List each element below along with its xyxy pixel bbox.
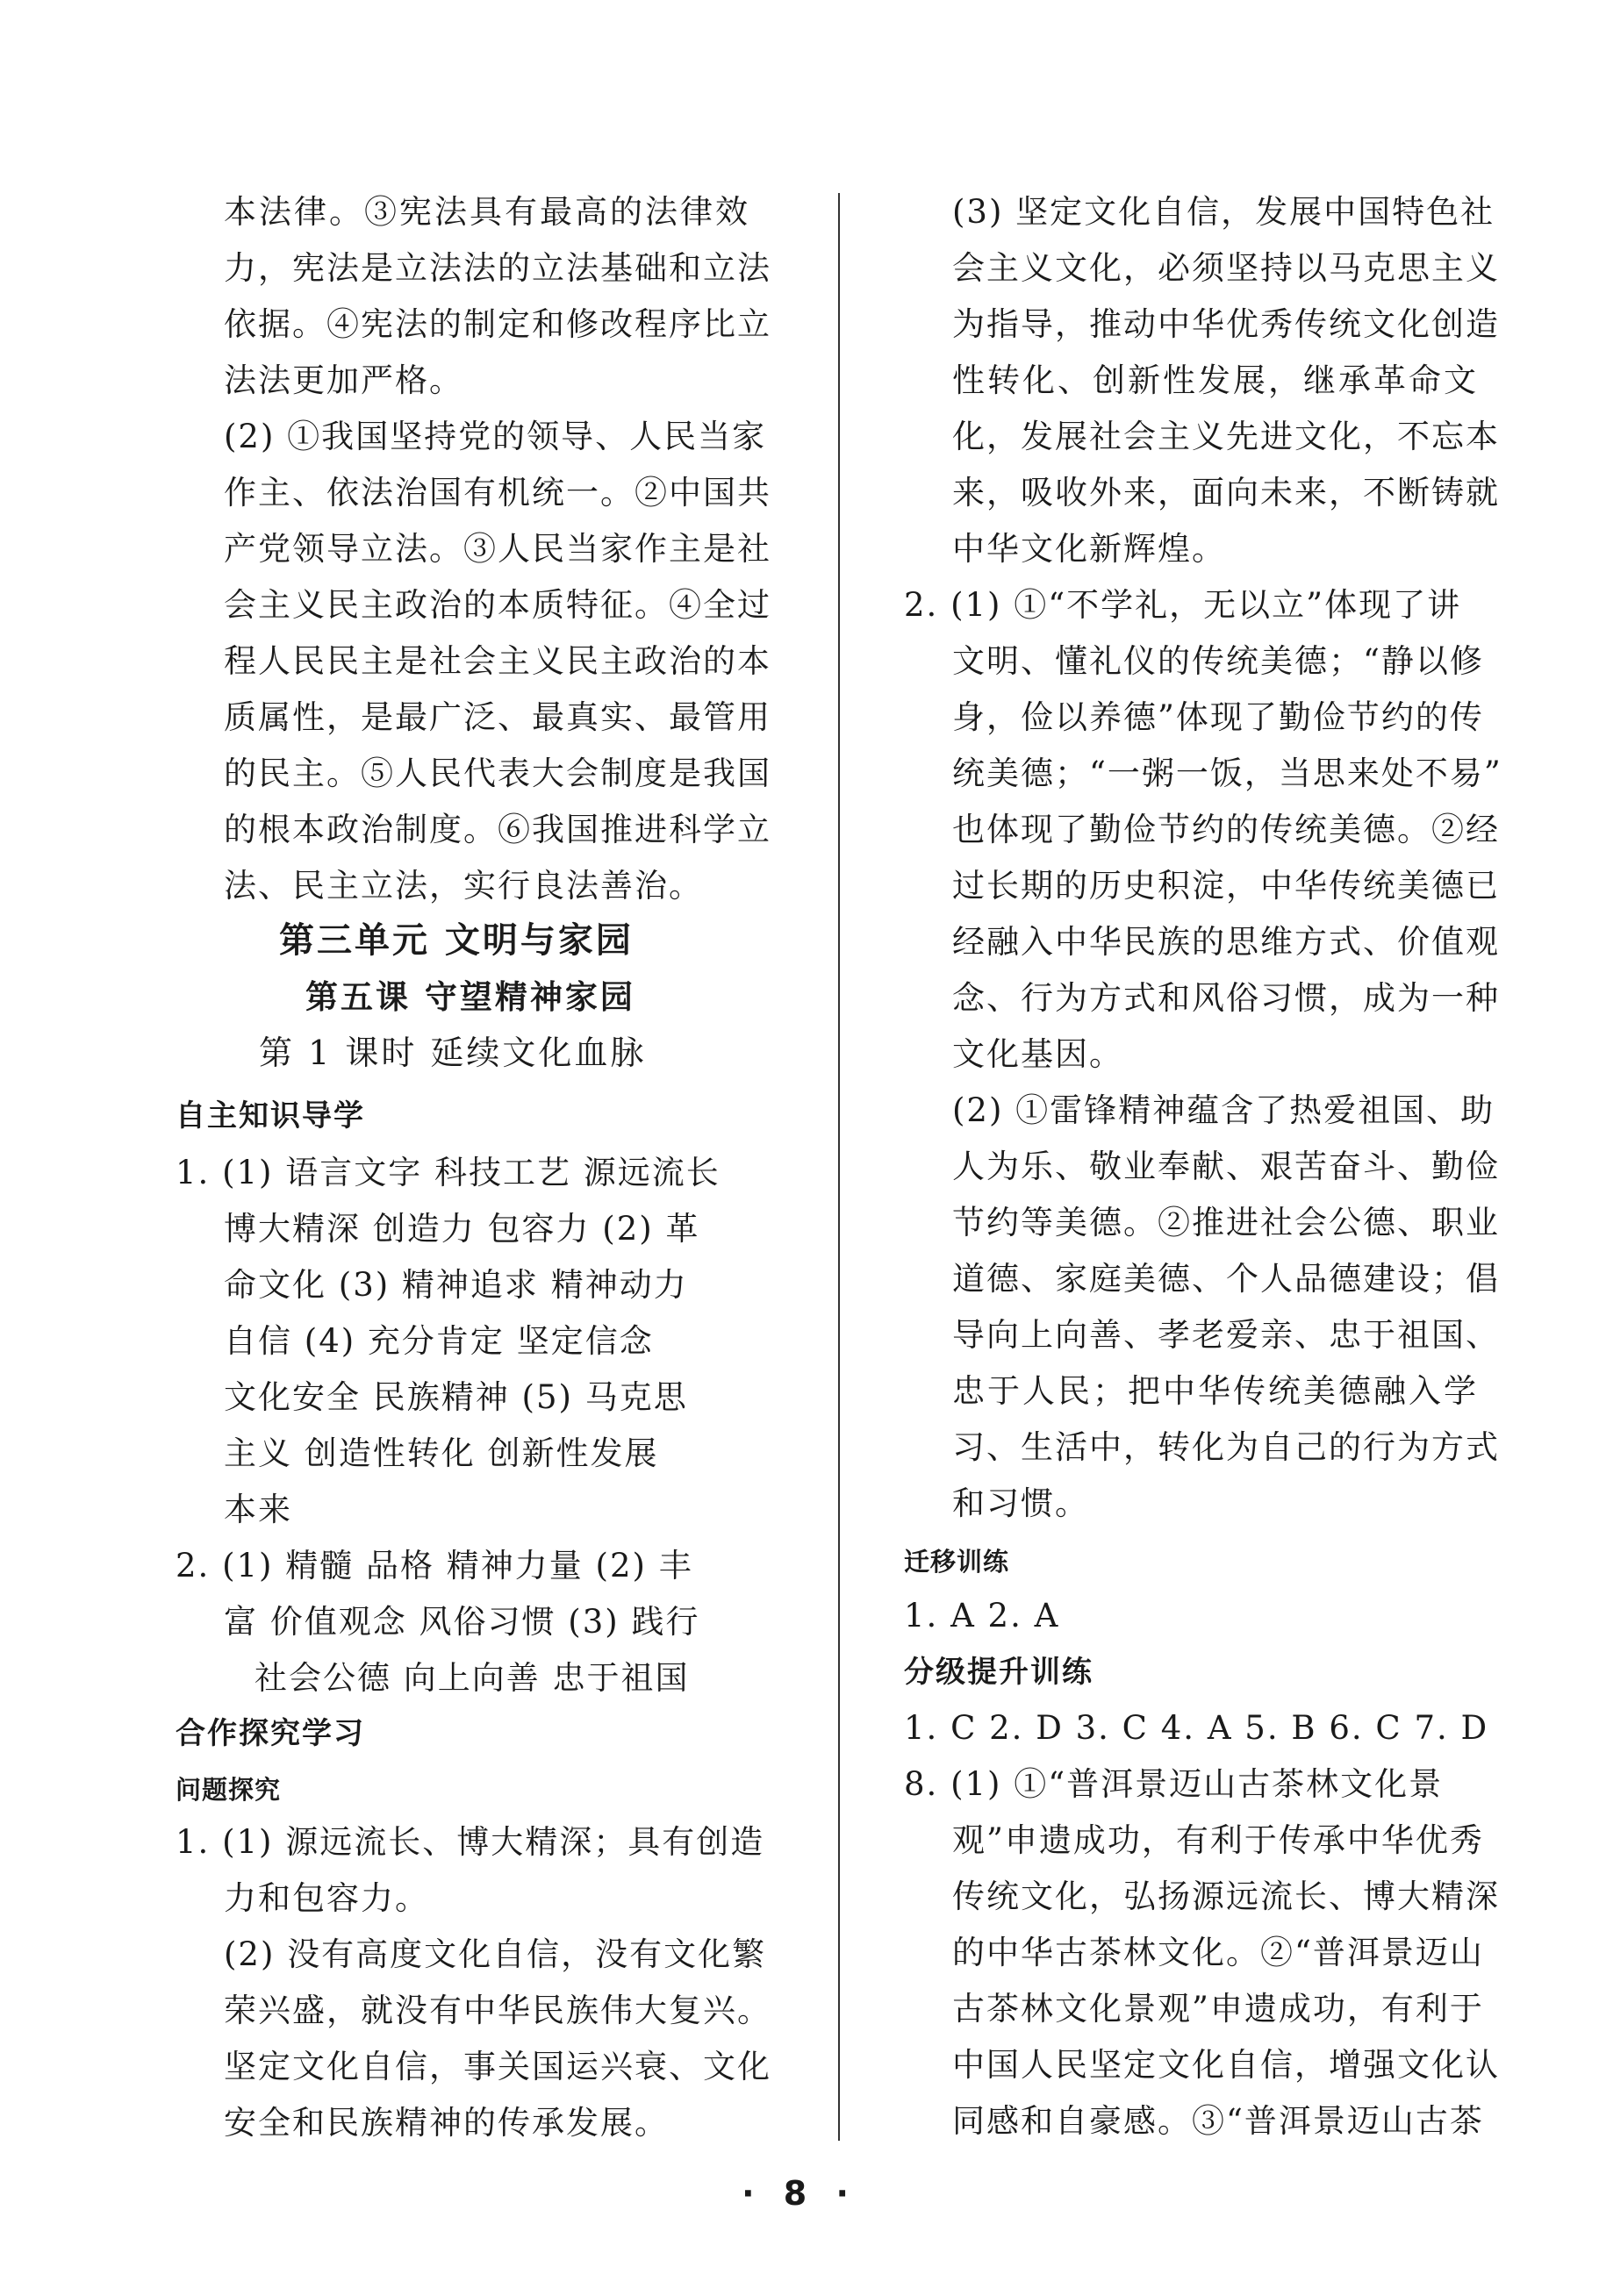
text-line: 道德、家庭美德、个人品德建设；倡 (952, 1260, 1500, 1298)
text-line: 8. (1) ①“普洱景迈山古茶林文化景 (904, 1765, 1444, 1803)
text-line: 文化基因。 (952, 1035, 1123, 1073)
text-line: 过长期的历史积淀，中华传统美德已 (952, 867, 1500, 905)
text-line: 化，发展社会主义先进文化，不忘本 (952, 418, 1500, 455)
text-line: 力，宪法是立法法的立法基础和立法 (224, 249, 771, 287)
text-line: 1. A 2. A (904, 1597, 1060, 1634)
text-line: 主义 创造性转化 创新性发展 (224, 1434, 659, 1472)
text-line: 为指导，推动中华优秀传统文化创造 (952, 305, 1500, 343)
page-number: · 8 · (742, 2174, 857, 2213)
text-line: 1. (1) 语言文字 科技工艺 源远流长 (176, 1154, 721, 1191)
text-line: (2) 没有高度文化自信，没有文化繁 (224, 1935, 767, 1973)
text-line: 法法更加严格。 (224, 361, 463, 399)
text-line: 力和包容力。 (224, 1879, 429, 1917)
text-line: 传统文化，弘扬源远流长、博大精深 (952, 1878, 1500, 1915)
text-line: 中国人民坚定文化自信，增强文化认 (952, 2046, 1500, 2084)
text-line: 2. (1) 精髓 品格 精神力量 (2) 丰 (176, 1547, 693, 1584)
section-heading: 合作探究学习 (176, 1716, 365, 1751)
section-heading: 第 1 课时 延续文化血脉 (259, 1034, 647, 1072)
section-heading: 迁移训练 (904, 1547, 1010, 1577)
text-line: 古茶林文化景观”申遗成功，有利于 (952, 1990, 1484, 2028)
section-heading: 问题探究 (176, 1775, 282, 1805)
text-line: 和习惯。 (952, 1484, 1089, 1522)
text-line: 会主义民主政治的本质特征。④全过 (224, 586, 771, 624)
text-line: 会主义文化，必须坚持以马克思主义 (952, 249, 1500, 287)
text-line: 安全和民族精神的传承发展。 (224, 2104, 669, 2142)
text-line: (2) ①雷锋精神蕴含了热爱祖国、助 (952, 1091, 1495, 1129)
text-line: 的中华古茶林文化。②“普洱景迈山 (952, 1934, 1484, 1971)
text-line: 中华文化新辉煌。 (952, 530, 1226, 568)
text-line: (2) ①我国坚持党的领导、人民当家 (224, 418, 767, 455)
text-line: 导向上向善、孝老爱亲、忠于祖国、 (952, 1316, 1500, 1354)
text-line: 依据。④宪法的制定和修改程序比立 (224, 305, 771, 343)
text-line: 质属性，是最广泛、最真实、最管用 (224, 698, 771, 736)
text-line: 博大精深 创造力 包容力 (2) 革 (224, 1210, 700, 1248)
text-line: 产党领导立法。③人民当家作主是社 (224, 530, 771, 568)
text-line: 观”申遗成功，有利于传承中华优秀 (952, 1821, 1484, 1859)
text-line: 身，俭以养德”体现了勤俭节约的传 (952, 698, 1484, 736)
text-line: 性转化、创新性发展，继承革命文 (952, 361, 1479, 399)
text-line: 荣兴盛，就没有中华民族伟大复兴。 (224, 1992, 771, 2029)
text-line: 坚定文化自信，事关国运兴衰、文化 (224, 2048, 771, 2085)
text-line: 社会公德 向上向善 忠于祖国 (255, 1659, 690, 1697)
text-line: 也体现了勤俭节约的传统美德。②经 (952, 811, 1500, 848)
text-line: 法、民主立法，实行良法善治。 (224, 867, 703, 905)
text-line: 富 价值观念 风俗习惯 (3) 践行 (224, 1603, 700, 1641)
text-line: 节约等美德。②推进社会公德、职业 (952, 1204, 1500, 1241)
text-line: (3) 坚定文化自信，发展中国特色社 (952, 193, 1495, 231)
text-line: 的民主。⑤人民代表大会制度是我国 (224, 755, 771, 792)
text-line: 2. (1) ①“不学礼，无以立”体现了讲 (904, 586, 1462, 624)
text-line: 统美德；“一粥一饭，当思来处不易” (952, 755, 1502, 792)
text-line: 人为乐、敬业奉献、艰苦奋斗、勤俭 (952, 1148, 1500, 1185)
text-line: 经融入中华民族的思维方式、价值观 (952, 923, 1500, 961)
text-line: 习、生活中，转化为自己的行为方式 (952, 1428, 1500, 1466)
text-line: 来，吸收外来，面向未来，不断铸就 (952, 474, 1500, 511)
section-heading: 自主知识导学 (176, 1098, 365, 1134)
text-line: 1. C 2. D 3. C 4. A 5. B 6. C 7. D (904, 1709, 1489, 1747)
section-heading: 第五课 守望精神家园 (305, 977, 635, 1016)
text-line: 1. (1) 源远流长、博大精深；具有创造 (176, 1823, 765, 1861)
section-heading: 分级提升训练 (904, 1655, 1093, 1690)
text-line: 念、行为方式和风俗习惯，成为一种 (952, 979, 1500, 1017)
text-line: 自信 (4) 充分肯定 坚定信念 (224, 1322, 654, 1360)
text-line: 作主、依法治国有机统一。②中国共 (224, 474, 771, 511)
text-line: 文化安全 民族精神 (5) 马克思 (224, 1378, 688, 1416)
column-divider (838, 193, 840, 2141)
text-line: 同感和自豪感。③“普洱景迈山古茶 (952, 2102, 1484, 2140)
section-heading: 第三单元 文明与家园 (279, 920, 634, 961)
text-line: 的根本政治制度。⑥我国推进科学立 (224, 811, 771, 848)
text-line: 本来 (224, 1491, 292, 1528)
text-line: 本法律。③宪法具有最高的法律效 (224, 193, 750, 231)
text-line: 文明、懂礼仪的传统美德；“静以修 (952, 642, 1484, 680)
text-line: 程人民民主是社会主义民主政治的本 (224, 642, 771, 680)
text-line: 忠于人民；把中华传统美德融入学 (952, 1372, 1479, 1410)
text-line: 命文化 (3) 精神追求 精神动力 (224, 1266, 688, 1304)
